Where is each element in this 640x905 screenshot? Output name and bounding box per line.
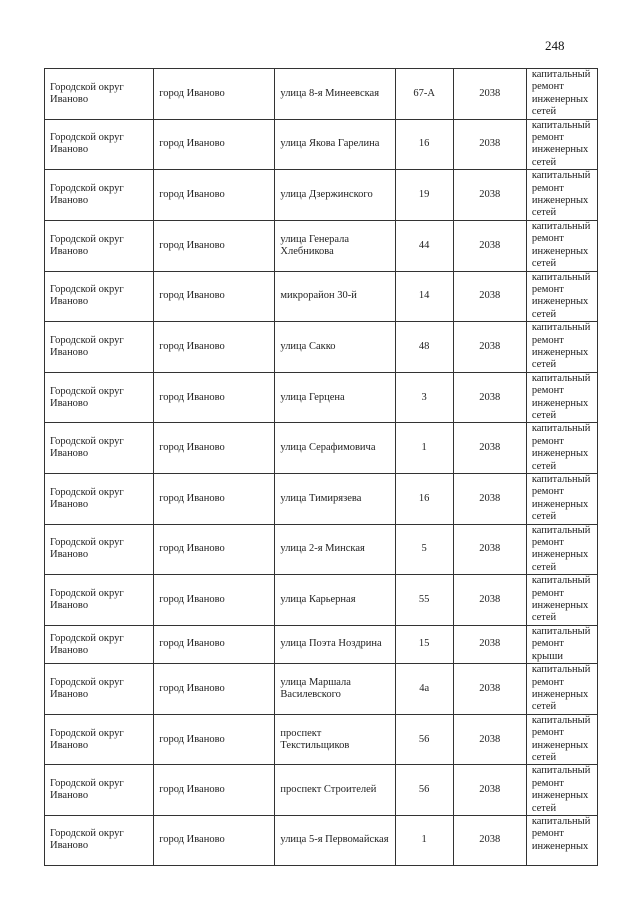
registry-table-body	[45, 69, 598, 866]
city-cell: город Иваново	[154, 423, 275, 474]
house-number-cell: 48	[395, 322, 453, 373]
house-number-cell: 3	[395, 372, 453, 423]
work-type-cell: капитальный ремонт крыши	[526, 625, 597, 663]
table-row	[45, 765, 598, 816]
house-number-cell: 1	[395, 815, 453, 865]
year-cell: 2038	[453, 664, 526, 715]
district-cell: Городской округ Иваново	[45, 119, 154, 170]
work-type-cell: капитальный ремонт инженерных сетей	[526, 170, 597, 221]
street-cell: улица Якова Гарелина	[275, 119, 395, 170]
table-row	[45, 474, 598, 525]
city-cell: город Иваново	[154, 474, 275, 525]
work-type-cell: капитальный ремонт инженерных сетей	[526, 714, 597, 765]
district-cell: Городской округ Иваново	[45, 575, 154, 626]
table-row	[45, 119, 598, 170]
work-type-cell: капитальный ремонт инженерных сетей	[526, 524, 597, 575]
street-cell: улица Тимирязева	[275, 474, 395, 525]
street-cell: улица Поэта Ноздрина	[275, 625, 395, 663]
work-type-cell: капитальный ремонт инженерных сетей	[526, 664, 597, 715]
year-cell: 2038	[453, 372, 526, 423]
city-cell: город Иваново	[154, 271, 275, 322]
registry-table	[44, 68, 598, 866]
page-number: 248	[545, 38, 565, 53]
district-cell: Городской округ Иваново	[45, 625, 154, 663]
work-type-cell: капитальный ремонт инженерных сетей	[526, 372, 597, 423]
district-cell: Городской округ Иваново	[45, 474, 154, 525]
year-cell: 2038	[453, 170, 526, 221]
district-cell: Городской округ Иваново	[45, 815, 154, 865]
house-number-cell: 56	[395, 765, 453, 816]
district-cell: Городской округ Иваново	[45, 524, 154, 575]
table-row	[45, 524, 598, 575]
street-cell: улица Герцена	[275, 372, 395, 423]
year-cell: 2038	[453, 815, 526, 865]
district-cell: Городской округ Иваново	[45, 714, 154, 765]
house-number-cell: 56	[395, 714, 453, 765]
city-cell: город Иваново	[154, 170, 275, 221]
work-type-cell: капитальный ремонт инженерных сетей	[526, 119, 597, 170]
city-cell: город Иваново	[154, 69, 275, 120]
district-cell: Городской округ Иваново	[45, 69, 154, 120]
house-number-cell: 4а	[395, 664, 453, 715]
city-cell: город Иваново	[154, 575, 275, 626]
table-row	[45, 664, 598, 715]
street-cell: проспект Строителей	[275, 765, 395, 816]
house-number-cell: 14	[395, 271, 453, 322]
table-row	[45, 423, 598, 474]
city-cell: город Иваново	[154, 322, 275, 373]
year-cell: 2038	[453, 119, 526, 170]
house-number-cell: 5	[395, 524, 453, 575]
district-cell: Городской округ Иваново	[45, 765, 154, 816]
year-cell: 2038	[453, 765, 526, 816]
street-cell: улица Сакко	[275, 322, 395, 373]
table-row	[45, 575, 598, 626]
work-type-cell: капитальный ремонт инженерных сетей	[526, 474, 597, 525]
table-row	[45, 815, 598, 865]
street-cell: проспект Текстильщиков	[275, 714, 395, 765]
table-row	[45, 372, 598, 423]
district-cell: Городской округ Иваново	[45, 220, 154, 271]
street-cell: микрорайон 30-й	[275, 271, 395, 322]
district-cell: Городской округ Иваново	[45, 664, 154, 715]
work-type-cell: капитальный ремонт инженерных сетей	[526, 69, 597, 120]
house-number-cell: 19	[395, 170, 453, 221]
street-cell: улица Карьерная	[275, 575, 395, 626]
work-type-cell: капитальный ремонт инженерных сетей	[526, 575, 597, 626]
city-cell: город Иваново	[154, 714, 275, 765]
work-type-cell: капитальный ремонт инженерных сетей	[526, 423, 597, 474]
year-cell: 2038	[453, 220, 526, 271]
city-cell: город Иваново	[154, 119, 275, 170]
work-type-cell: капитальный ремонт инженерных	[526, 815, 597, 865]
house-number-cell: 15	[395, 625, 453, 663]
house-number-cell: 44	[395, 220, 453, 271]
street-cell: улица Дзержинского	[275, 170, 395, 221]
year-cell: 2038	[453, 474, 526, 525]
street-cell: улица 5-я Первомайская	[275, 815, 395, 865]
year-cell: 2038	[453, 524, 526, 575]
city-cell: город Иваново	[154, 625, 275, 663]
year-cell: 2038	[453, 69, 526, 120]
year-cell: 2038	[453, 322, 526, 373]
table-row	[45, 625, 598, 663]
year-cell: 2038	[453, 625, 526, 663]
city-cell: город Иваново	[154, 664, 275, 715]
year-cell: 2038	[453, 423, 526, 474]
house-number-cell: 1	[395, 423, 453, 474]
district-cell: Городской округ Иваново	[45, 170, 154, 221]
table-row	[45, 714, 598, 765]
work-type-cell: капитальный ремонт инженерных сетей	[526, 220, 597, 271]
table-row	[45, 220, 598, 271]
district-cell: Городской округ Иваново	[45, 322, 154, 373]
work-type-cell: капитальный ремонт инженерных сетей	[526, 271, 597, 322]
city-cell: город Иваново	[154, 372, 275, 423]
work-type-cell: капитальный ремонт инженерных сетей	[526, 765, 597, 816]
table-row	[45, 271, 598, 322]
city-cell: город Иваново	[154, 815, 275, 865]
district-cell: Городской округ Иваново	[45, 372, 154, 423]
house-number-cell: 55	[395, 575, 453, 626]
table-row	[45, 170, 598, 221]
city-cell: город Иваново	[154, 220, 275, 271]
street-cell: улица Серафимовича	[275, 423, 395, 474]
year-cell: 2038	[453, 575, 526, 626]
district-cell: Городской округ Иваново	[45, 271, 154, 322]
house-number-cell: 67-А	[395, 69, 453, 120]
year-cell: 2038	[453, 714, 526, 765]
city-cell: город Иваново	[154, 765, 275, 816]
street-cell: улица Генерала Хлебникова	[275, 220, 395, 271]
street-cell: улица 2-я Минская	[275, 524, 395, 575]
table-row	[45, 69, 598, 120]
city-cell: город Иваново	[154, 524, 275, 575]
district-cell: Городской округ Иваново	[45, 423, 154, 474]
street-cell: улица 8-я Минеевская	[275, 69, 395, 120]
year-cell: 2038	[453, 271, 526, 322]
street-cell: улица Маршала Василевского	[275, 664, 395, 715]
house-number-cell: 16	[395, 474, 453, 525]
work-type-cell: капитальный ремонт инженерных сетей	[526, 322, 597, 373]
house-number-cell: 16	[395, 119, 453, 170]
table-row	[45, 322, 598, 373]
